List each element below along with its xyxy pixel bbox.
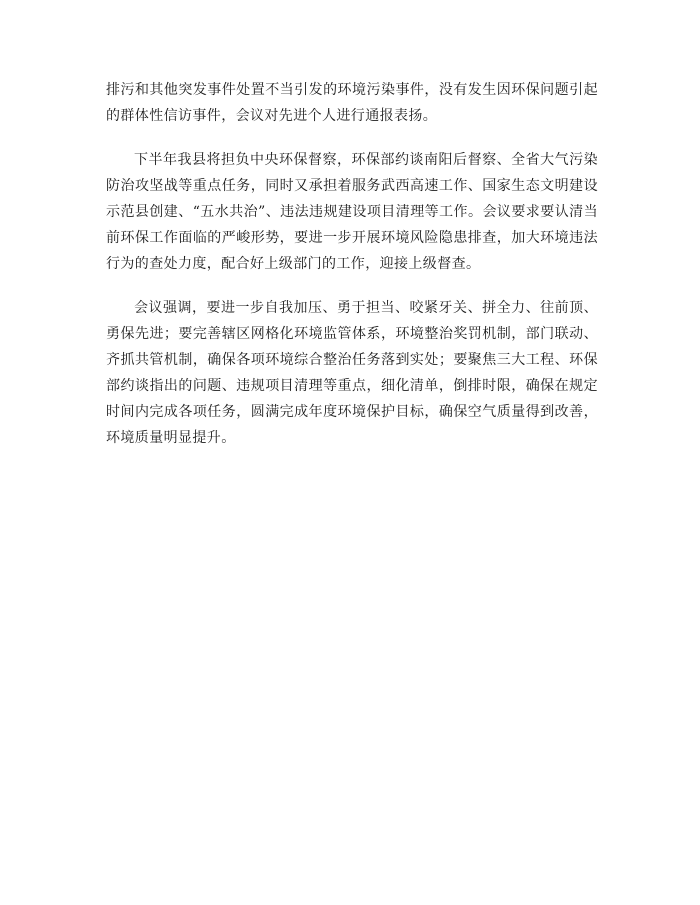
paragraph-2: 下半年我县将担负中央环保督察，环保部约谈南阳后督察、全省大气污染防治攻坚战等重点任务，同时又承担着服务武西高速工作、国家生态文明建设示范县创建、“五水共治”、违法违规建设项目清理等工作。会议要求要认清当前环保工作面临的严峻形势，要进一步开展环境风险隐患排查，加大环境违法行为的查处力度，配合好上级部门的工作，迎接上级督查。 xyxy=(106,152,598,272)
document-body xyxy=(106,77,598,469)
paragraph-1: 排污和其他突发事件处置不当引发的环境污染事件，没有发生因环保问题引起的群体性信访事件，会议对先进个人进行通报表扬。 xyxy=(106,82,598,124)
paragraph-3: 会议强调，要进一步自我加压、勇于担当、咬紧牙关、拼全力、往前顶、勇保先进；要完善辖区网格化环境监管体系，环境整治奖罚机制，部门联动、齐抓共管机制，确保各项环境综合整治任务落到实处；要聚焦三大工程、环保部约谈指出的问题、违规项目清理等重点，细化清单，倒排时限，确保在规定时间内完成各项任务，圆满完成年度环境保护目标，确保空气质量得到改善，环境质量明显提升。 xyxy=(106,300,598,446)
